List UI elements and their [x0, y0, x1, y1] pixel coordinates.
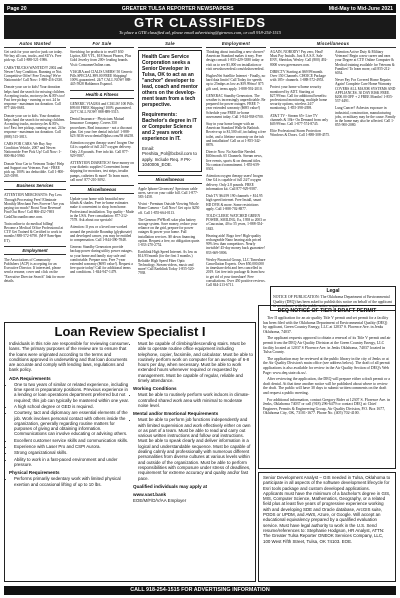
section-heading: Employment [206, 41, 266, 48]
bullet-item: • Must be capable of climbing/descending stairs. Must be able to operate routine office equipment including telephone, copier, facsimile, and calculator. Must be able to routinely perform work on computer for an average of 6-8 hours per day, when necessary. Must be able to work extended hours whenever required or requested by management. Must be capable of regular, reliable and timely attendance. [138, 341, 253, 383]
notice-paragraph: The application may be reviewed at the public library in the city of Jenks or at the Air Quality Division's main office (see address below). The draft of all permit applications is also available for review in the Air Quality Section of DEQ's Web Page: www.deq.state.ok.us/. [263, 356, 390, 375]
listing-item: TOLD CLERIC WATCHED GREEN POWER, SMILING, Ex, 1958 to 2003 or a Caucasian, 40 to 55 years, 1-888-354-1845. [206, 213, 266, 231]
section-heading: Health & Fitness [70, 90, 134, 99]
bullet-item: • Strong organizational skills. [14, 450, 129, 455]
listing-item: Donate your car to kids. Your donation helps fund the search for missing children. Accepting trucks, motorcycles & RVs, too! Fast free pickup, running or not. 24 hr response - maximum tax donation. Call (888) 515-3813. [4, 113, 66, 139]
page-footer: CALL 918-254-1515 FOR ADVERTISING INFORMATION [4, 586, 396, 595]
listing-item: ATTENTION MERCHANTS: Pay Less Through Processing Fees! Eliminate Monthly Merchant Fees Forever! Are you paying too much? Boost Your Revenue! Find Out How! Call 866-452-7693 CashDiscountIncome.com. [4, 193, 65, 219]
bullet-item: • Experience with Laser Pro and CSPI Aurora. [14, 444, 129, 449]
listing-item: CARS/TRUCKS WANTED!!! 2002 and Newer! Any Condition. Running or Not. Competitive Offer! Free Towing! We're Nationwide! Call Now: 1-888-416-2330. [4, 65, 63, 83]
section-heading: Miscellaneous [270, 41, 396, 48]
listing-item: HughesNet Satellite Internet - Finally, no hard data limits! Call Today for speeds up to 25mbps as low as $59.99/mo! $75 gift card, terms apply. 1-888-592-2010. [206, 74, 266, 91]
column-autos [4, 41, 66, 321]
listing-item: ATTENTION DIABETICS! Save money on your diabetic supplies! Convenient home shipping for monitors, test strips, insulin pumps, catheters & more! To learn more, call now! 877-210-3092. [70, 161, 134, 182]
health-list [70, 102, 134, 182]
column-employment [206, 41, 266, 321]
section-heading: Miscellaneous [70, 185, 134, 194]
business-list [4, 193, 66, 242]
ad-lines [142, 54, 198, 108]
listing-item: VIAGRA and CIALIS USERS! 50 Generic Pills SPECIAL $99.00 FREE Shipping! 100% guaranteed. 24/7 CALL NOW! 888-445-5928 Hablamos Espanol. [70, 69, 133, 87]
listing-item: Train online to do medical billing! Become a Medical Office Professional at CTI! Get Trained & Certified to work in months! 888-572-6790. (M-F 8am-6pm ET). [4, 221, 64, 243]
listing-item: Never Pay For Covered Home Repairs Again! Complete Care Home Warranty COVERS ALL MAJOR SYSTEMS AND APPLIANCES. 30 DAY RISK FREE. $200.00 OFF + 2 FREE Months! 1-855-537-4491. [335, 78, 396, 104]
listing-item: Generac Standby Generators provide backup power during utility power outages, so your home and family stay safe and comfortable. Prepare now. Free 7-year extended warranty ($695 value!). Request a free quote today! Call for additional terms and conditions. 1-844-947-1479. [70, 245, 133, 275]
loan-subheading: ADA Requirements [9, 375, 51, 381]
classified-columns [4, 41, 396, 321]
bullet-item: • One to two years of similar or related experience, including time spent in preparatory positions. Previous experience in a lending or loan operations department preferred but not required; this job can typically be mastered within one year. [14, 382, 129, 403]
notice-paragraph: The applicant requests approval to obtain a renewal of its Title V permit and air permit from the DEQ Air Quality Division at the Green Country Energy, LLC facility located at 12037 S Florence Ave. in Jenks Oklahoma, 74037 located in Tulsa County. [263, 336, 391, 355]
employment-list-2 [206, 50, 266, 255]
ad-line: others on the develop- [142, 90, 196, 96]
eoe-text: EOE/M/F/D/V/AA Employer [133, 497, 187, 503]
listing-item: Dish TV $64.99 190 channels + $14.95 high speed internet. Free Install, smart HD DVR & more. Some restrictions apply. Call 1-888-702-8877. [206, 194, 263, 211]
ad-line: perspective. [142, 102, 172, 108]
listing-item: Lung Cancer? Asbestos exposure in industrial, construction, manufacturing jobs, or military may be the cause. Family in the home may also be affected. Call 1-855-900-2080. [335, 106, 396, 128]
column-sale [70, 41, 134, 321]
ad-line: Tulsa, OK to act as an [142, 72, 194, 78]
apply-label: Qualified individuals may apply at [133, 483, 208, 489]
listing-item: Dental Insurance - Physicians Mutual Insurance Company. Covers 350 procedures. Real insurance - not a discount plan. Get your free dental info kit! 1-888-623-3036 www.dental50plus.com/58 #6258. [70, 117, 134, 139]
banner-title: GTR CLASSIFIEDS [133, 15, 266, 30]
loan-subheading: Physical Requirements [9, 470, 60, 476]
listing-item: CARS FOR CARS. We Buy Any Condition Vehicle, 2007 and Newer. Nationwide Free Pick Up! Call Now: 1-800-864-5960. [4, 141, 62, 159]
section-heading: Miscellaneous [138, 175, 202, 184]
loan-right-column [133, 341, 253, 503]
loan-subheading: Working Conditions [133, 386, 177, 392]
listing-item: Earthlink High Speed Internet. As low as $14.95/month (for the first 3 months.) Reliable High Speed Fiber Optic Technology. Stream videos, music and more! Call Earthlink Today 1-855-520-7938. [138, 250, 197, 276]
ad-line: lead, coach and mentor [142, 84, 198, 90]
bullet-item: • A high school degree or GED is required. [14, 404, 129, 409]
listing-item: Attention oxygen therapy users! Inogen One G4 is capable of full 24/7 oxygen delivery. Only 2.8 pounds. Free info kit. Call 877-929-9587. [70, 141, 134, 158]
legal-text: NOTICE OF PUBLICATION: The Oklahoma Department of Environmental Quality (DEQ) has been asked to publish this notice on behalf of the applicant in accordance with the public notice requirements. [273, 295, 392, 308]
page-number: Page 20 [7, 5, 27, 12]
employment-list [4, 258, 66, 283]
bullet-item: • Ability to work in a fast-paced environment and under pressure. [14, 457, 129, 468]
loan-review-ad [4, 322, 256, 582]
deq-paragraphs [263, 316, 391, 416]
listing-item: DIRECTV Starting at $69.99/month. Over 150 Channels. CHOICE Package with 185+ channels. 1-888-572-4953. [270, 69, 326, 83]
health-care-job-ad [138, 50, 202, 172]
bullet-item: • Must be able to routinely perform work indoors in climate-controlled shared work area with minimal to moderate noise level. [138, 392, 253, 408]
listing-item: GENERIC VIAGRA and CIALIS! 100 Pills $99.00 FREE Shipping! 100% guaranteed. 24/7 CALL NOW! 888-889-5515. [70, 101, 134, 115]
notice-paragraph: For additional information, contact Gregory Rider at 12307 S. Florence Ave. in Jenks, Oklahoma 74037 or call (918) 296-6479 or contact DEQ at: Chief Engineer, Permits & Engineering Group, Air Quality Division, P.O. Box 1677, Oklahoma City, OK, 73101-1677. Phone No. (405) 702-4100. [263, 397, 391, 416]
ad-line: Health Care Service [142, 54, 189, 60]
section-heading: For Sale [70, 41, 134, 48]
bullet-item: • Excellent customer service skills and communication skills. [14, 438, 129, 443]
listing-item: Donate Your Car to Veterans Today! Help and Support our Veterans. Fast - FREE pick up. 100% tax deductible. Call 1-800-245-0398. [4, 161, 65, 179]
listing-text: Wesley Financial Group, LLC Timeshare Cancellation Experts. Over $50,000,000 in timeshare debt and fees cancelled in 2019. Get free info package & learn how to get rid of your timeshare! Free consultations. Over 450 positive reviews. Call 844-213-6711. [206, 257, 266, 287]
listing-item: Attention: If you or a loved one worked around the pesticide Roundup (glyphosate) and developed cancer, you may be entitled to compensation. Call 1-844-390-7848. [70, 225, 132, 242]
ada-list [9, 382, 129, 467]
loan-left-column [9, 341, 129, 488]
misc-list [70, 197, 134, 274]
loan-title: Loan Review Specialist I [54, 324, 206, 339]
ad-requirements: Requirements: Bachelor's degree in IT or Computer Science and 2 years work experience in IT. [142, 112, 197, 142]
paper-name: GREATER TULSA REPORTER NEWSPAPERS [121, 5, 234, 12]
section-heading: Business Services [4, 181, 66, 190]
section-heading: Autos Wanted [4, 41, 66, 48]
section-heading: Employment [4, 246, 66, 255]
gis-job-ad [258, 472, 396, 582]
listing-item: Attention oxygen therapy users! Inogen One G4 is capable of full 24/7 oxygen delivery. Only 2.8 pounds. FREE information kit. Call 877-929-9587. [206, 174, 264, 191]
notice-paragraph: After reviewing the application, the DEQ will prepare either a draft permit or a draft denial. At that time another notice will be published about where to review the draft. The public will have 30 days to submit written comments on the draft and request a public meeting. [263, 377, 390, 395]
ad-line: Senior Developer in [142, 66, 189, 72]
work-list [133, 392, 253, 408]
listing-item: Apple Iphone Giveaway! Spectrum cable users, save on your cable bill. Call 1-877-583-1458. [138, 186, 198, 200]
ad-line: ment team from a tech [142, 96, 196, 102]
classifieds-banner [4, 15, 396, 39]
listing-item: Stay in your home longer with an American Standard Walk-In Bathtub. Receive up to $1,500 off, including a free toilet, and a lifetime warranty on the tub and installation! Call us at 1-855-342-8876. [206, 122, 266, 148]
listing-item: Stretching for products to resell? $30 Lipitor, $30 VYL, $18 Smart Phones, Plus Gold Jewelry from 200+ leading brands. Visit: ConsumerOnline.com. [70, 50, 132, 67]
listing-item: Elite Professional Storm Protection Windows & Doors. Call 1-888-308-4575. [270, 129, 330, 138]
listing-item: The Associations of Community Publishers (ACP) is accepting for an Executive Director. If interested, please send a resume, cover and click on the "Executive Director Search" link for more details. [4, 257, 65, 283]
bullet-item: • Performs primarily sedentary work with limited physical exertion and occasional lifting of up to 10 lbs. [14, 476, 129, 487]
misc-list-3 [270, 50, 396, 286]
loan-intro: Individuals in this role are responsible for reviewing consumer loans. The primary purposes of the review are to ensure that the loans were originated according to the terms and conditions approved in underwriting and that loan documents are accurate and comply with lending laws, regulations and bank policy. [9, 341, 129, 373]
ad-line: Corporation seeks a [142, 60, 191, 66]
listing-item: Donate your car to kids! Your donation helps fund the search for missing children. Accepting trucks, motorcycles & RVs too! Fast free pickup - running or not. 24 hr response - maximum tax donation. Call 877-266-0681. [4, 85, 66, 111]
misc-list-2 [138, 187, 202, 276]
ad-line: "anchor" developer to [142, 78, 195, 84]
issue-date: Mid-May to Mid-June 2021 [328, 5, 393, 12]
deq-notice [258, 305, 396, 469]
physical-list-cont [133, 341, 253, 383]
banner-subtitle: To place a GTR classified ad, please email advertising@gtrnews.com, or call 918-254-1515 [119, 30, 281, 35]
mental-list [133, 417, 253, 481]
bullet-item: • Must be able to perform job functions independently and with limited supervision and work effectively either on own or as part of a team. Must be able to read and carry out various written instructions and follow oral instructions. Must be able to speak clearly and deliver information in a logical and understandable sequence. Must be capable of dealing calmly and professionally with numerous different personalities from diverse cultures at various levels within and outside of the organization. Must be able to perform responsibilities with composure under stress of deadlines, requirement for extreme accuracy and quality and/or fast pace. [138, 417, 253, 481]
section-heading: Sale [138, 41, 202, 48]
listing-item: GENERAC Standby Generators. The weather is increasingly unpredictable. Be prepared for power outages. FREE 7-year extended warranty ($695 value!) Schedule your FREE in-home assessment today. Call 1-844-938-0700. [206, 93, 266, 119]
listing-item: AT&T TV - Stream 65+ Live TV channels & 10k+ On Demand from only $49.99/mo. Call 1-877-574-8745. [270, 113, 329, 127]
gis-job-text: Senior Development Analyst – GIS needed in Tulsa, Oklahoma to participate in all aspects of the software development lifecycle for Esri tools package and custom developed applications. Applicants must have the minimum of a bachelor's degree in GIS, MIS, Computer Science, Mathematics, Geography, or a related field plus at least five years of progressive experience working with and developing SDE and Oracle database, ArcGIS suite, PODS or UPDM, and AWS, Azure, or Google. Will accept an educational equivalency prepared by a qualified evaluation service. Must have legal authority to work in the U.S. Send resume/references to: Stephanie Hodgson, HR Analyst, ATTN: The Greater Tulsa Reporter ONEOK Services Company, LLC, 100 West Fifth Street, Tulsa, OK 74103. EOE. [263, 475, 391, 544]
column-misc [270, 41, 396, 321]
listing-item: The Generac PWRcell solar plus battery storage system. Save money, reduce your reliance on the grid, prepare for power outages & power your home. Full installation services. $0 down financing option. Request a free, no obligation quote. 1-833-270-2752. [138, 217, 201, 248]
listing-item: AGAIN, NOBODY! Pay zero, Heal! Must Pay Installs. Just $.A.S.E. Sale ENV, Sheridan, Wesley. Call (800) 492-8000 www.greensaver.com. [270, 50, 328, 67]
autos-list [4, 50, 66, 178]
notice-paragraph: Tier II application for an air quality Title V permit and set permit for a facility has been filed with the Oklahoma Department of Environmental Quality (DEQ) by applicant, Green Country Energy, LLC at 12037 S. Florence Ave. in Jenks Oklahoma, 74037. [263, 316, 389, 334]
listing-item: Hearing aids! Bogo free! High-quality rechargeable Nano hearing aids priced 90% less than competitors. Nearly invisible! 45-day money back guarantee! 833-669-5806. [206, 233, 265, 255]
legal-heading: Legal [326, 288, 340, 294]
listing-item: Directv Now. No Satellite Needed. $40/month. 65 Channels. Stream news, live events, sports & on demand titles. No contract/commitment. 1-855-659-0301. [206, 150, 263, 172]
listing-item: Get cash for your used or junk car today. We buy all cars, trucks, and SUVs. Free pick-up. Call 1-888-521-1986. [4, 50, 63, 63]
deq-title: DEQ NOTICE OF TIER II DRAFT PERMIT [277, 308, 377, 314]
listing-item: Vivint - Premium Outside Viewing Whole Home Camera - Call Now! Get up to $250 off. Call 1-855-664-0113. [138, 202, 200, 215]
ad-apply: Email: Preshita_Pol@bcbsil.com to apply. Include Req. # PK-1040006_EOE. [142, 146, 197, 168]
bullet-item: • Courtesy, tact and diplomacy are essential elements of the job. Work involves personal contact with others inside the organization, generally regarding routine matters for purposes of giving and obtaining information. Communications can involve educating or advising others. [14, 410, 129, 436]
listing-item: Protect your home w/home security monitored by ADT. Starting at $27.99/mo. Call for additional benefits: professional monitoring, multiple home security options, wireless 24/7 monitoring. 1-855-398-4398. [270, 85, 328, 111]
listing-item: Update your home with beautiful new blinds & shades. Free in-home estimates make it convenient to shop from home. Professional installation. Top quality - Made in the USA. Free consultation: 877-212-7578. Ask about our specials! [70, 197, 134, 223]
apply-url[interactable]: www.vast.bank [133, 491, 167, 497]
column-health-job [138, 41, 202, 321]
loan-subheading: Mental and/or Emotional Requirements [133, 411, 219, 417]
listing-item: Thinking about installing a new shower? American Standard makes it easy. Free design consult 1-855-429-3380 today or visit us to see $1,000 on installation or visit newshowerdeal.com/okshowerdeal. [206, 50, 265, 71]
sale-list [70, 50, 134, 87]
listing-item: Attention Active Duty & Military Veterans! Begin a new career and earn your Degree at CTI! Online Computer & Medical training available for Veterans & Families! To learn more, call 855-212-6034. [335, 50, 395, 76]
page-header [4, 4, 396, 13]
physical-list [9, 476, 129, 487]
